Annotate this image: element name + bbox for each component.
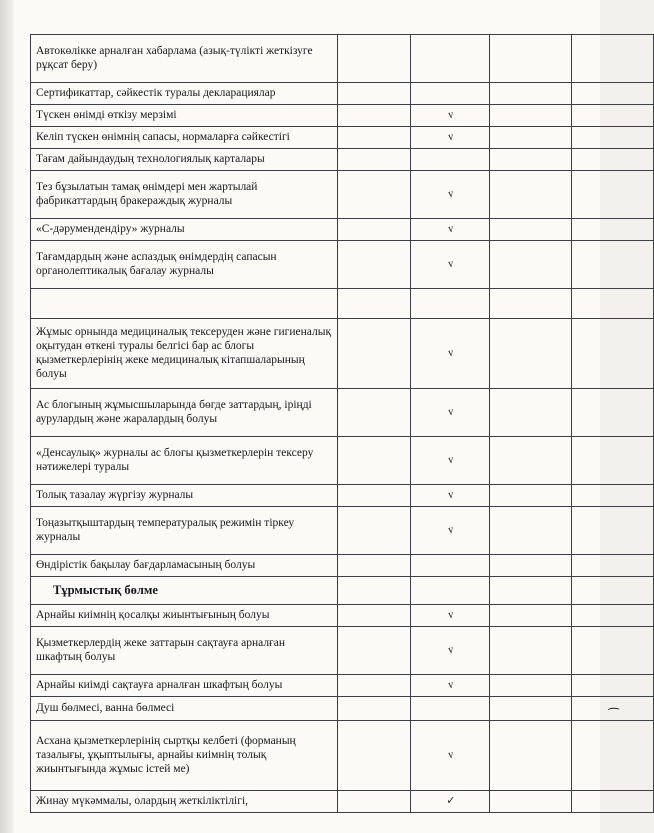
check-mark-cell[interactable] [411,721,490,791]
check-item-label: Сертификаттар, сәйкестік туралы декларациялар [31,83,338,105]
check-item-label: Толық тазалау жүргізу журналы [31,485,338,507]
check-mark-cell[interactable] [411,791,490,813]
check-mark-cell[interactable] [338,605,411,627]
check-mark-cell[interactable] [490,289,572,319]
check-mark-cell[interactable] [490,149,572,171]
check-mark-cell[interactable] [338,791,411,813]
check-mark-cell[interactable] [338,83,411,105]
check-mark-cell[interactable] [490,555,572,577]
check-mark-cell[interactable] [338,577,411,605]
document-page [14,0,619,833]
check-mark-cell[interactable] [411,389,490,437]
check-mark-cell[interactable] [411,675,490,697]
check-mark-cell[interactable] [490,627,572,675]
check-item-label: Тағам дайындаудың технологиялық карталары [31,149,338,171]
checkmark-icon: ᴠ [447,488,453,502]
check-mark-cell[interactable] [490,105,572,127]
check-item-label: Қызметкерлердің жеке заттарын сақтауға арналған шкафтың болуы [31,627,338,675]
check-mark-cell[interactable] [411,605,490,627]
check-item-label: Ас блогының жұмысшыларында бөгде заттардың, іріңді аурулардың және жаралардың болуы [31,389,338,437]
check-mark-cell[interactable] [572,241,654,289]
table-row [31,555,654,577]
check-mark-cell[interactable] [572,171,654,219]
check-mark-cell[interactable] [338,219,411,241]
check-mark-cell[interactable] [411,627,490,675]
check-mark-cell[interactable] [338,105,411,127]
check-mark-cell[interactable] [411,437,490,485]
check-item-label: Келіп түскен өнімнің сапасы, нормаларға сәйкестігі [31,127,338,149]
table-row [31,171,654,219]
check-mark-cell[interactable] [490,127,572,149]
check-mark-cell[interactable] [411,127,490,149]
table-row [31,675,654,697]
check-mark-cell[interactable] [490,35,572,83]
check-mark-cell[interactable] [490,577,572,605]
table-row [31,219,654,241]
checkmark-icon: ✓ [445,795,455,808]
check-item-label: Арнайы киімді сақтауға арналған шкафтың болуы [31,675,338,697]
checkmark-icon: ᴠ [447,749,453,762]
table-section-row [31,577,654,605]
checkmark-icon: ᴠ [447,108,453,122]
check-mark-cell[interactable] [338,241,411,289]
check-mark-cell[interactable] [490,241,572,289]
check-mark-cell[interactable] [572,507,654,555]
check-mark-cell[interactable] [572,485,654,507]
check-mark-cell[interactable] [490,675,572,697]
check-mark-cell[interactable] [411,83,490,105]
check-mark-cell[interactable] [572,83,654,105]
table-row [31,35,654,83]
checkmark-icon: ᴠ [447,523,453,537]
check-mark-cell[interactable] [572,721,654,791]
check-mark-cell[interactable] [338,171,411,219]
check-mark-cell[interactable] [572,675,654,697]
table-row [31,389,654,437]
checkmark-icon: ᴠ [447,609,453,622]
checklist-table [30,34,654,813]
checkmark-icon: ᴠ [447,405,453,419]
check-mark-cell[interactable] [490,219,572,241]
checkmark-icon: ᴠ [447,130,453,144]
table-row [31,485,654,507]
check-item-label [31,289,338,319]
check-mark-cell[interactable] [490,171,572,219]
check-mark-cell[interactable] [338,289,411,319]
check-mark-cell[interactable] [411,35,490,83]
check-item-label: Өндірістік бақылау бағдарламасының болуы [31,555,338,577]
check-mark-cell[interactable] [572,791,654,813]
check-mark-cell[interactable] [411,289,490,319]
check-mark-cell[interactable] [338,675,411,697]
checkmark-icon: ᴠ [447,679,453,692]
check-mark-cell[interactable] [490,83,572,105]
check-mark-cell[interactable] [338,437,411,485]
check-mark-cell[interactable] [572,149,654,171]
check-mark-cell[interactable] [411,507,490,555]
check-mark-cell[interactable] [572,289,654,319]
table-row [31,319,654,389]
check-mark-cell[interactable] [411,219,490,241]
table-row [31,83,654,105]
table-row [31,437,654,485]
check-mark-cell[interactable] [338,507,411,555]
check-mark-cell[interactable] [490,389,572,437]
check-mark-cell[interactable] [490,605,572,627]
checkmark-icon: ᴠ [447,257,453,271]
check-mark-cell[interactable] [572,577,654,605]
table-row [31,697,654,721]
checkmark-icon: ᴠ [447,453,453,467]
check-item-label: «С-дәрумендендіру» журналы [31,219,338,241]
check-item-label: Тез бұзылатын тамақ өнімдері мен жартылай фабрикаттардың бракераждық журналы [31,171,338,219]
check-mark-cell[interactable] [338,721,411,791]
table-row [31,127,654,149]
check-mark-cell[interactable] [572,35,654,83]
check-mark-cell[interactable] [490,697,572,721]
check-mark-cell[interactable] [572,605,654,627]
check-mark-cell[interactable] [572,389,654,437]
check-mark-cell[interactable] [411,577,490,605]
check-item-label: Душ бөлмесі, ванна бөлмесі [31,697,338,721]
check-mark-cell[interactable] [338,35,411,83]
check-mark-cell[interactable] [572,127,654,149]
checkmark-icon: ᴠ [447,187,453,201]
check-mark-cell[interactable] [572,697,654,721]
check-mark-cell[interactable] [411,319,490,389]
section-title: Тұрмыстық бөлме [31,577,338,605]
check-mark-cell[interactable] [411,149,490,171]
check-mark-cell[interactable] [490,485,572,507]
table-row [31,791,654,813]
check-mark-cell[interactable] [338,149,411,171]
page-left-margin [0,0,14,833]
check-mark-cell[interactable] [411,697,490,721]
check-mark-cell[interactable] [338,697,411,721]
table-row [31,105,654,127]
check-mark-cell[interactable] [338,555,411,577]
check-item-label: Арнайы киімнің қосалқы жиынтығының болуы [31,605,338,627]
table-row [31,627,654,675]
check-mark-cell[interactable] [411,105,490,127]
check-mark-cell[interactable] [411,555,490,577]
check-mark-cell[interactable] [490,791,572,813]
check-mark-cell[interactable] [411,171,490,219]
check-item-label: Асхана қызметкерлерінің сыртқы келбеті (форманың тазалығы, ұқыптылығы, арнайы киімнің толық жиынтығында жұмыс істей ме) [31,721,338,791]
table-row [31,289,654,319]
check-mark-cell[interactable] [572,627,654,675]
check-item-label: Тоңазытқыштардың температуралық режимін тіркеу журналы [31,507,338,555]
check-mark-cell[interactable] [338,485,411,507]
check-item-label: «Денсаулық» журналы ас блогы қызметкерлерін тексеру нәтижелері туралы [31,437,338,485]
check-mark-cell[interactable] [572,105,654,127]
check-mark-cell[interactable] [490,437,572,485]
check-mark-cell[interactable] [411,241,490,289]
table-row [31,507,654,555]
check-item-label: Автокөлікке арналған хабарлама (азық-түлікті жеткізуге рұқсат беру) [31,35,338,83]
checkmark-icon: ᴠ [447,346,453,360]
check-mark-cell[interactable] [572,437,654,485]
table-row [31,605,654,627]
check-mark-cell[interactable] [572,555,654,577]
check-item-label: Тағамдардың және аспаздық өнімдердің сапасын органолептикалық бағалау журналы [31,241,338,289]
checkmark-icon: ᴠ [447,644,453,657]
check-mark-cell[interactable] [338,627,411,675]
check-item-label: Жинау мүкәммалы, олардың жеткіліктілігі, [31,791,338,813]
check-mark-cell[interactable] [572,319,654,389]
check-mark-cell[interactable] [411,485,490,507]
check-mark-cell[interactable] [338,389,411,437]
check-mark-cell[interactable] [572,219,654,241]
check-mark-cell[interactable] [338,127,411,149]
check-mark-cell[interactable] [338,319,411,389]
table-row [31,721,654,791]
check-mark-cell[interactable] [490,319,572,389]
check-mark-cell[interactable] [490,507,572,555]
check-item-label: Жұмыс орнында медициналық тексеруден және гигиеналық оқытудан өткені туралы белгісі бар ас блогы қызметкерлерінің жеке медициналық кітапшаларының болуы [31,319,338,389]
table-row [31,241,654,289]
check-mark-cell[interactable] [490,721,572,791]
dash-mark-icon: ⌢ [606,700,619,716]
table-row [31,149,654,171]
check-item-label: Түскен өнімді өткізу мерзімі [31,105,338,127]
checkmark-icon: ᴠ [447,222,453,236]
